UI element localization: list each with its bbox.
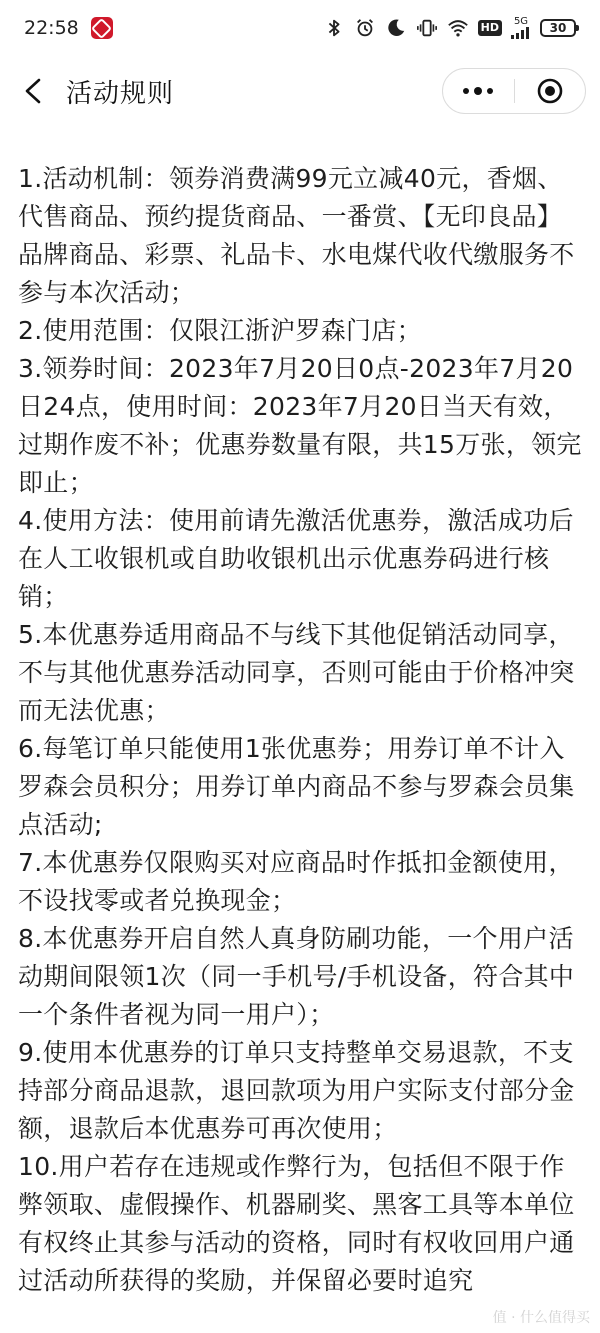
signal-indicator: [511, 17, 531, 39]
nav-bar: [0, 56, 600, 126]
rule-item-10: 10.用户若存在违规或作弊行为，包括但不限于作弊领取、虚假操作、机器刷奖、黑客工具等本单位有权终止其参与活动的资格，同时有权收回用户通过活动所获得的奖励，并保留必要时追究: [18, 1152, 575, 1295]
hd-badge: HD: [478, 20, 502, 36]
rule-item-8: 8.本优惠券开启自然人真身防刷功能，一个用户活动期间限领1次（同一手机号/手机设备，符合其中一个条件者视为同一用户）；: [18, 924, 575, 1029]
close-button[interactable]: [515, 69, 586, 113]
rule-item-6: 6.每笔订单只能使用1张优惠券；用券订单不计入罗森会员积分；用券订单内商品不参与罗森会员集点活动;: [18, 734, 575, 839]
rules-content: [18, 160, 584, 1300]
mini-program-capsule: [442, 68, 586, 114]
rule-item-4: 4.使用方法：使用前请先激活优惠券，激活成功后在人工收银机或自助收银机出示优惠券码进行核销；: [18, 506, 574, 611]
battery-level: 30: [549, 21, 567, 35]
wifi-icon: [447, 17, 469, 39]
status-time: 22:58: [24, 17, 79, 39]
network-type: 5G: [513, 16, 529, 27]
rule-item-7: 7.本优惠券仅限购买对应商品时作抵扣金额使用，不设找零或者兑换现金；: [18, 848, 574, 915]
status-right: [323, 17, 576, 39]
rule-item-9: 9.使用本优惠券的订单只支持整单交易退款，不支持部分商品退款，退回款项为用户实际支付部分金额，退款后本优惠券可再次使用；: [18, 1038, 575, 1143]
battery-icon: [540, 19, 576, 37]
rule-item-1: 1.活动机制：领券消费满99元立减40元，香烟、代售商品、预约提货商品、一番赏、【无印良品】品牌商品、彩票、礼品卡、水电煤代收代缴服务不参与本次活动；: [18, 164, 575, 307]
status-left: [24, 17, 113, 39]
watermark: 值 · 什么值得买: [492, 1310, 590, 1326]
back-button[interactable]: [18, 76, 48, 106]
target-close-icon: [536, 77, 564, 105]
rule-item-3: 3.领券时间：2023年7月20日0点-2023年7月20日24点，使用时间：2023年7月20日当天有效，过期作废不补；优惠券数量有限，共15万张，领完即止；: [18, 354, 582, 497]
bluetooth-icon: [323, 17, 345, 39]
app-notification-icon: [91, 17, 113, 39]
moon-icon: [385, 17, 407, 39]
more-button[interactable]: [443, 69, 514, 113]
more-dots-icon: [463, 87, 493, 95]
alarm-icon: [354, 17, 376, 39]
signal-bars-icon: [511, 27, 531, 39]
rule-item-2: 2.使用范围：仅限江浙沪罗森门店；: [18, 316, 422, 345]
vibrate-icon: [416, 17, 438, 39]
status-bar: [0, 0, 600, 56]
rule-item-5: 5.本优惠券适用商品不与线下其他促销活动同享，不与其他优惠券活动同享，否则可能由于价格冲突而无法优惠；: [18, 620, 575, 725]
chevron-left-icon: [23, 78, 43, 104]
page-title: 活动规则: [66, 79, 175, 109]
